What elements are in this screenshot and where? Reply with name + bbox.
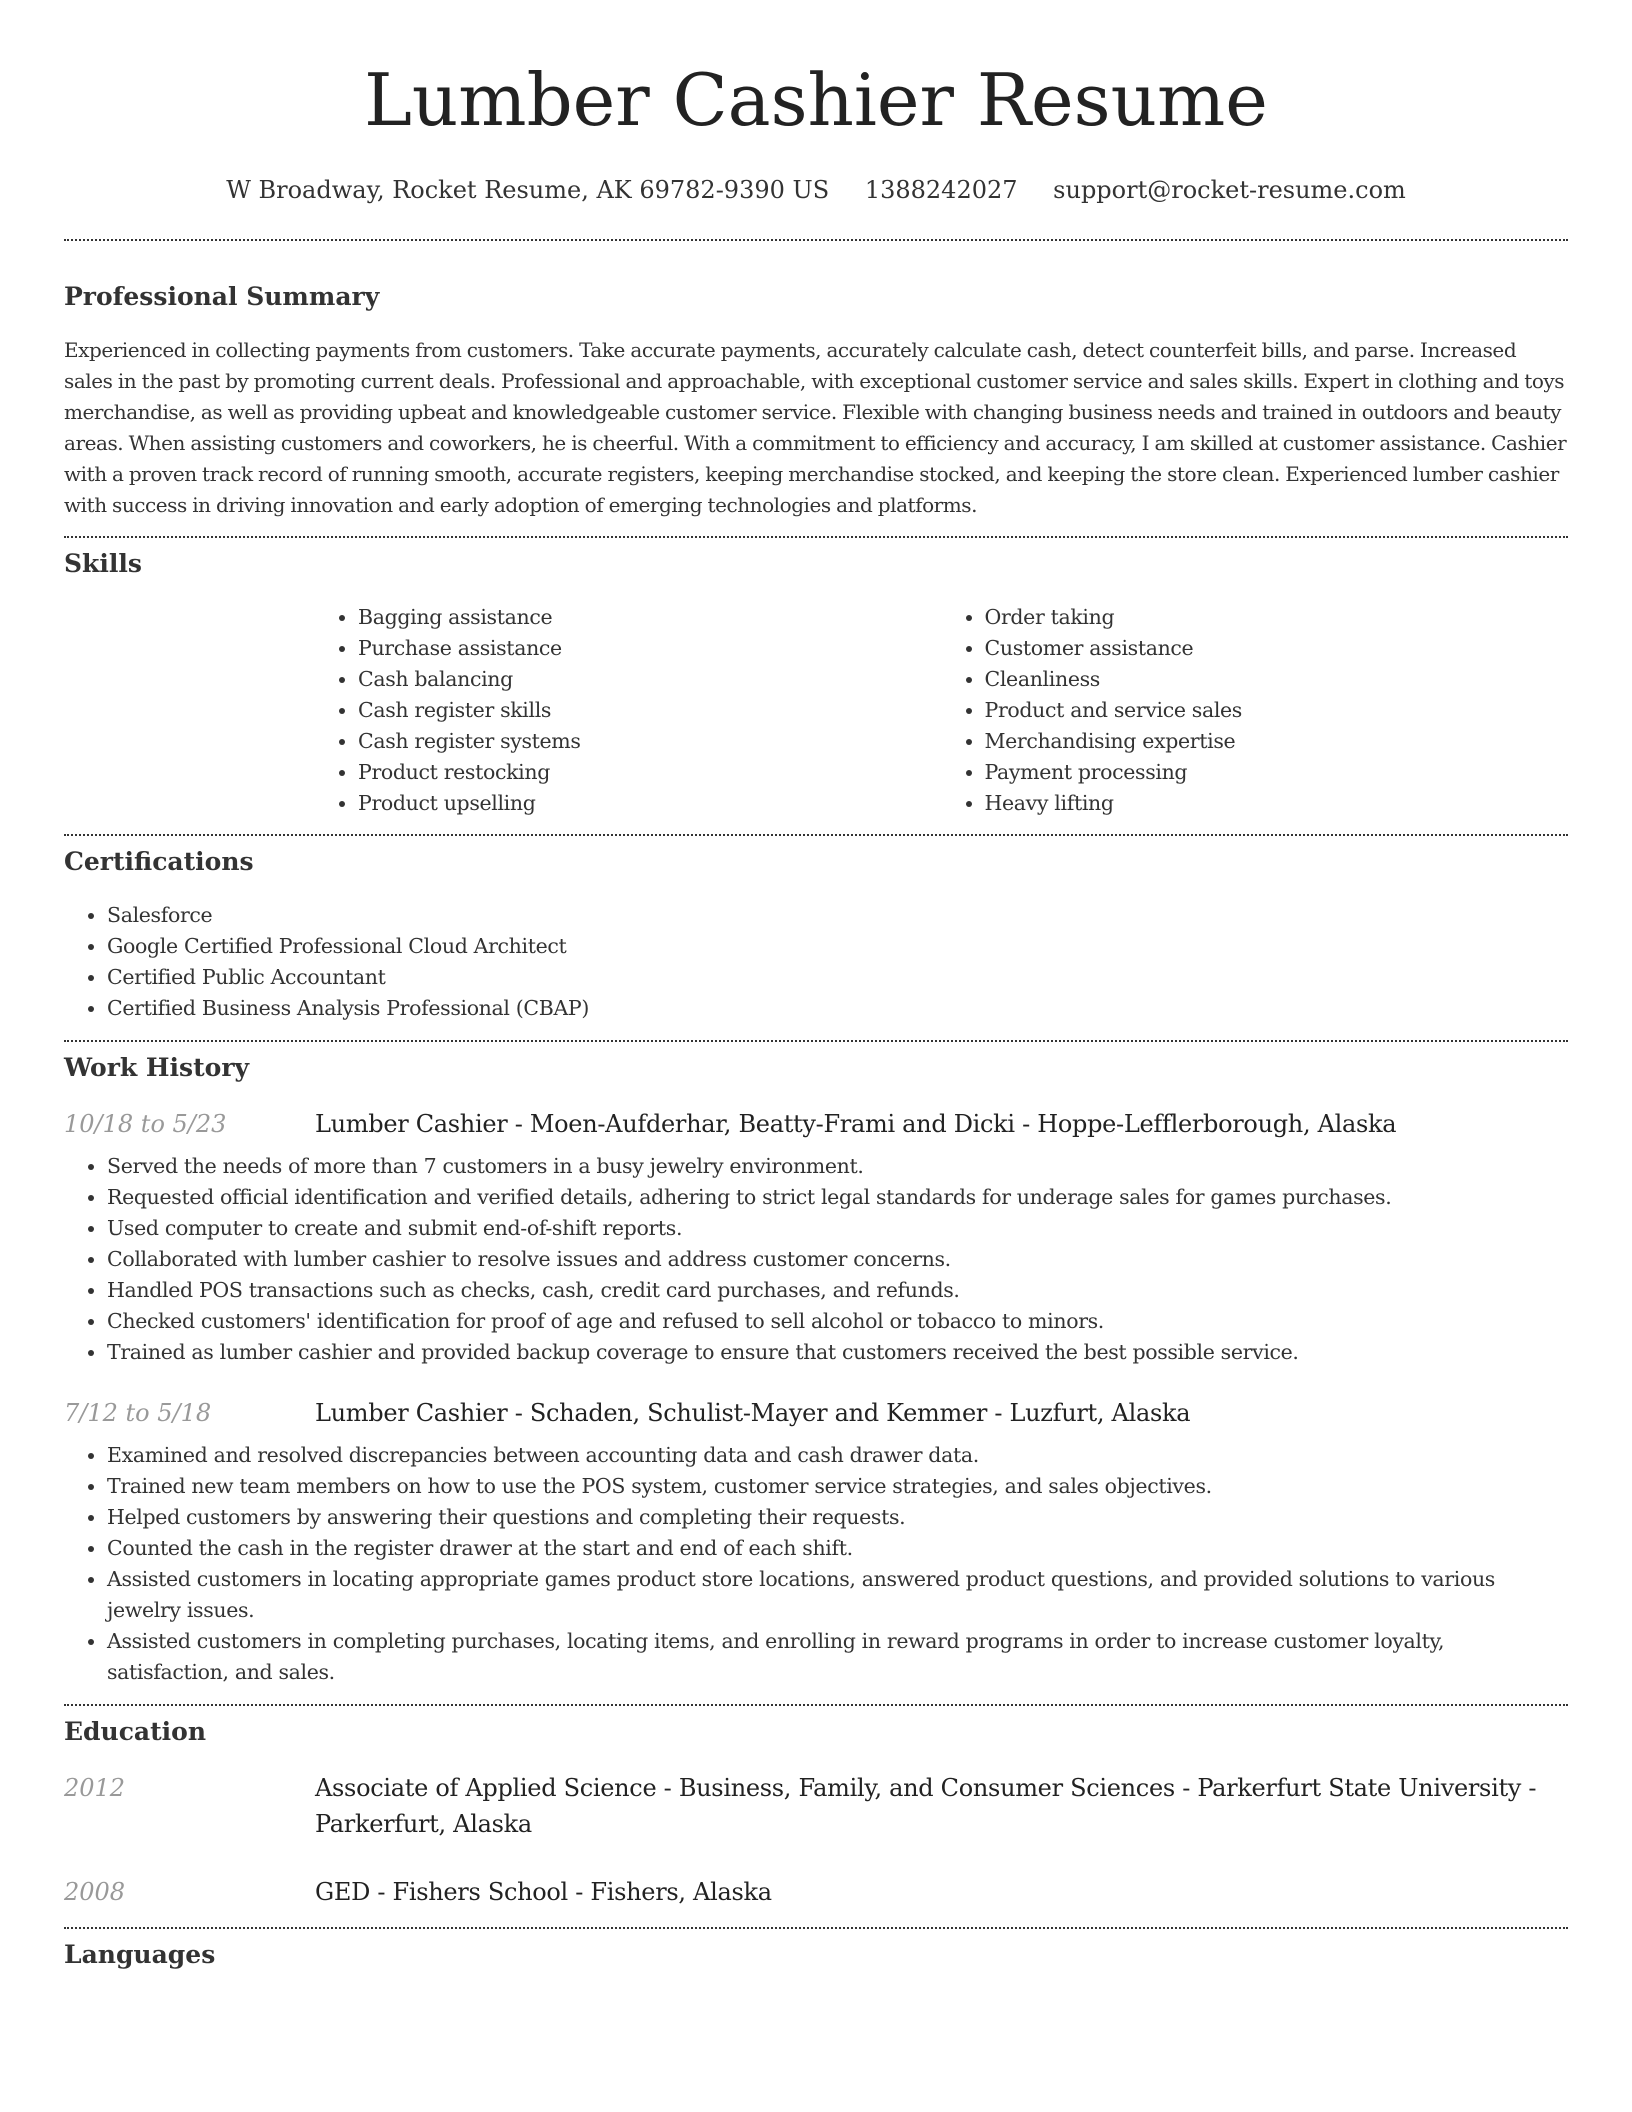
section-divider — [64, 1704, 1568, 1706]
contact-email: support@rocket-resume.com — [1053, 176, 1406, 204]
work-heading: Lumber Cashier - Schaden, Schulist-Mayer and Kemmer - Luzfurt, Alaska — [315, 1399, 1191, 1427]
list-item: • Product restocking — [358, 757, 942, 788]
work-history-heading: Work History — [64, 1053, 250, 1082]
certifications-list — [64, 900, 1568, 1024]
education-date: 2012 — [64, 1774, 126, 1802]
certifications-heading: Certifications — [64, 847, 254, 876]
work-entry — [64, 1395, 1568, 1431]
list-item: • Helped customers by answering their questions and completing their requests. — [107, 1502, 1568, 1533]
work-bullets — [64, 1151, 1568, 1368]
list-item: • Purchase assistance — [358, 633, 942, 664]
list-item: • Salesforce — [107, 900, 1568, 931]
education-date: 2008 — [64, 1878, 126, 1906]
list-item: • Handled POS transactions such as checks, cash, credit card purchases, and refunds. — [107, 1275, 1568, 1306]
work-heading: Lumber Cashier - Moen-Aufderhar, Beatty-Frami and Dicki - Hoppe-Lefflerborough, Alaska — [315, 1110, 1397, 1138]
work-date: 10/18 to 5/23 — [64, 1110, 227, 1138]
list-item: • Examined and resolved discrepancies between accounting data and cash drawer data. — [107, 1440, 1568, 1471]
list-item: • Assisted customers in completing purchases, locating items, and enrolling in reward programs in order to increase customer loyalty, satisfaction, and sales. — [107, 1626, 1568, 1688]
section-divider — [64, 1927, 1568, 1929]
languages-heading: Languages — [64, 1940, 216, 1969]
list-item: • Certified Public Accountant — [107, 962, 1568, 993]
skills-list-left — [315, 602, 942, 819]
list-item: • Payment processing — [985, 757, 1569, 788]
list-item: • Used computer to create and submit end-of-shift reports. — [107, 1213, 1568, 1244]
list-item: • Assisted customers in locating appropriate games product store locations, answered product questions, and provided solutions to various jewelry issues. — [107, 1564, 1568, 1626]
list-item: • Product upselling — [358, 788, 942, 819]
summary-text: Experienced in collecting payments from customers. Take accurate payments, accurately calculate cash, detect counterfeit bills, and parse. Increased sales in the past by promoting current deals. Professional and approachable, with exceptional customer service and sales skills. Expert in clothing and toys merchandise, as well as providing upbeat and knowledgeable customer service. Flexible with changing business needs and trained in outdoors and beauty areas. When assisting customers and coworkers, he is cheerful. With a commitment to efficiency and accuracy, I am skilled at customer assistance. Cashier with a proven track record of running smooth, accurate registers, keeping merchandise stocked, and keeping the store clean. Experienced lumber cashier with success in driving innovation and early adoption of emerging technologies and platforms. — [64, 338, 1567, 517]
list-item: • Order taking — [985, 602, 1569, 633]
contact-address: W Broadway, Rocket Resume, AK 69782-9390 US — [226, 176, 830, 204]
section-divider — [64, 239, 1568, 241]
list-item: • Served the needs of more than 7 customers in a busy jewelry environment. — [107, 1151, 1568, 1182]
list-item: • Customer assistance — [985, 633, 1569, 664]
summary-heading: Professional Summary — [64, 282, 380, 311]
list-item: • Collaborated with lumber cashier to resolve issues and address customer concerns. — [107, 1244, 1568, 1275]
list-item: • Certified Business Analysis Professional (CBAP) — [107, 993, 1568, 1024]
section-divider — [64, 536, 1568, 538]
work-bullets — [64, 1440, 1568, 1688]
section-divider — [64, 834, 1568, 836]
skills-list-right — [942, 602, 1569, 819]
list-item: • Cleanliness — [985, 664, 1569, 695]
list-item: • Cash balancing — [358, 664, 942, 695]
work-date: 7/12 to 5/18 — [64, 1399, 212, 1427]
resume-page — [64, 0, 1568, 1971]
contact-phone: 1388242027 — [864, 176, 1018, 204]
list-item: • Cash register systems — [358, 726, 942, 757]
list-item: • Trained as lumber cashier and provided backup coverage to ensure that customers received the best possible service. — [107, 1337, 1568, 1368]
section-divider — [64, 1040, 1568, 1042]
education-entry — [64, 1770, 1568, 1842]
list-item: • Cash register skills — [358, 695, 942, 726]
list-item: • Checked customers' identification for proof of age and refused to sell alcohol or tobacco to minors. — [107, 1306, 1568, 1337]
list-item: • Requested official identification and verified details, adhering to strict legal standards for underage sales for games purchases. — [107, 1182, 1568, 1213]
contact-line — [64, 174, 1568, 206]
list-item: • Merchandising expertise — [985, 726, 1569, 757]
list-item: • Trained new team members on how to use the POS system, customer service strategies, and sales objectives. — [107, 1471, 1568, 1502]
list-item: • Bagging assistance — [358, 602, 942, 633]
education-heading: GED - Fishers School - Fishers, Alaska — [315, 1878, 772, 1906]
list-item: • Counted the cash in the register drawer at the start and end of each shift. — [107, 1533, 1568, 1564]
list-item: • Google Certified Professional Cloud Architect — [107, 931, 1568, 962]
list-item: • Heavy lifting — [985, 788, 1569, 819]
education-entry — [64, 1874, 1568, 1910]
education-heading: Education — [64, 1717, 207, 1746]
skills-columns — [315, 602, 1568, 819]
resume-title: Lumber Cashier Resume — [364, 58, 1268, 142]
list-item: • Product and service sales — [985, 695, 1569, 726]
education-heading: Associate of Applied Science - Business, Family, and Consumer Sciences - Parkerfurt State University - Parkerfurt, Alaska — [315, 1774, 1537, 1838]
work-entry — [64, 1106, 1568, 1142]
skills-heading: Skills — [64, 549, 142, 578]
